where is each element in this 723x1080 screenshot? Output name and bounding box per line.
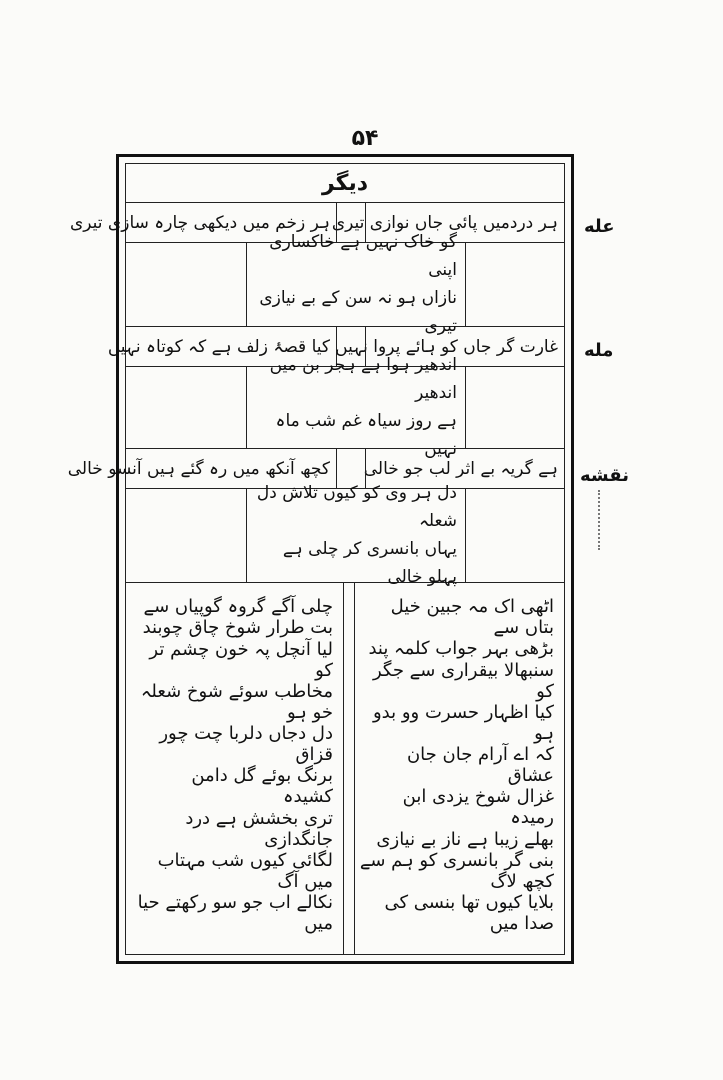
poem-line: غزال شوخ یزدی ابن رمیدہ — [402, 786, 554, 829]
poem-line: مخاطب سوئے شوخ شعلہ خو ہو — [140, 680, 333, 723]
poem-section — [126, 582, 564, 954]
verse-line: نازاں ہو نہ سن کے بے نیازی تیری — [259, 288, 457, 336]
poem-line: کیا اظہار حسرت وو بدو ہو — [372, 701, 554, 744]
poem-line: بڑھی بہر جواب کلمہ پند — [368, 638, 554, 660]
poem-column-right — [347, 582, 564, 954]
verse-line: یہاں بانسری کر چلی ہے پہلو خالی — [282, 539, 457, 587]
verse-line: دل ہر وی کو کیوں تلاش دل شعلہ — [256, 483, 457, 531]
verse-line: اندھیر ہوا ہے ہجر بن میں اندھیر — [269, 355, 457, 403]
verse-center — [246, 483, 466, 587]
poem-line: نکالے اب جو سو رکھتے حیا میں — [137, 892, 333, 934]
column-divider — [343, 582, 355, 954]
verse-line: گو خاک نہیں ہے خاکساری اپنی — [269, 232, 457, 280]
margin-note-1: عله — [584, 216, 615, 237]
poem-line: لگائی کیوں شب مہتاب میں آگ — [157, 849, 333, 892]
verse-left: کیا قصۂ زلف ہے کہ کوتاہ نہیں — [107, 336, 330, 357]
poem-line: بلایا کیوں تھا بنسی کی صدا میں — [384, 892, 554, 934]
poem-line: چلی آگے گروہ گوپیاں سے — [143, 596, 333, 617]
poem-line: بت طرار شوخ چاق چوبند — [142, 617, 333, 639]
poem-column-left — [126, 582, 343, 954]
poem-line: بھلے زیبا ہے ناز بے نیازی — [376, 828, 554, 850]
verse-left: کچھ آنکھ میں رہ گئے ہیں آنسو خالی — [67, 458, 330, 479]
poem-line: بنی گر بانسری کو ہم سے کچھ لاگ — [359, 849, 554, 892]
poem-line: اٹھی اک مہ جبین خیل بتاں سے — [390, 596, 554, 638]
stanza-row — [126, 232, 564, 336]
poem-line: سنبھالا بیقراری سے جگر کو — [372, 659, 554, 702]
margin-note-2: مله — [584, 340, 614, 361]
verse-center — [246, 232, 466, 336]
poem-line: تری بخشش ہے درد جانگدازی — [185, 807, 333, 850]
verse-center — [246, 355, 466, 459]
margin-note-3: نقشه — [580, 465, 629, 486]
margin-dots — [598, 490, 604, 550]
page-number: ۵۴ — [351, 126, 379, 151]
poem-line: کہ اے آرام جان جان عشاق — [406, 744, 554, 786]
stanza-row — [126, 355, 564, 459]
frame-inner — [67, 163, 565, 955]
poem-line: برنگ بوئے گل دامن کشیدہ — [191, 765, 333, 808]
stanza-row — [126, 483, 564, 587]
poem-line: لیا آنچل پہ خون چشم تر کو — [149, 638, 333, 681]
poem-line: دل دجاں دلربا چت چور قزاق — [159, 723, 333, 765]
page-frame — [67, 154, 574, 964]
verse-line: ہے روز سیاہ غم شب ماہ نہیں — [275, 411, 457, 459]
verse-right: ہر دردمیں پائی جاں نوازی تیری — [331, 212, 558, 233]
verse-right: غارت گر جاں کو ہائے پروا نہیں — [335, 336, 558, 357]
verse-right: ہے گریہ بے اثر لب جو خالی — [363, 458, 558, 479]
verse-left: ہر زخم میں دیکھی چارہ سازی تیری — [69, 212, 330, 233]
section-heading: دیگر — [126, 164, 564, 203]
